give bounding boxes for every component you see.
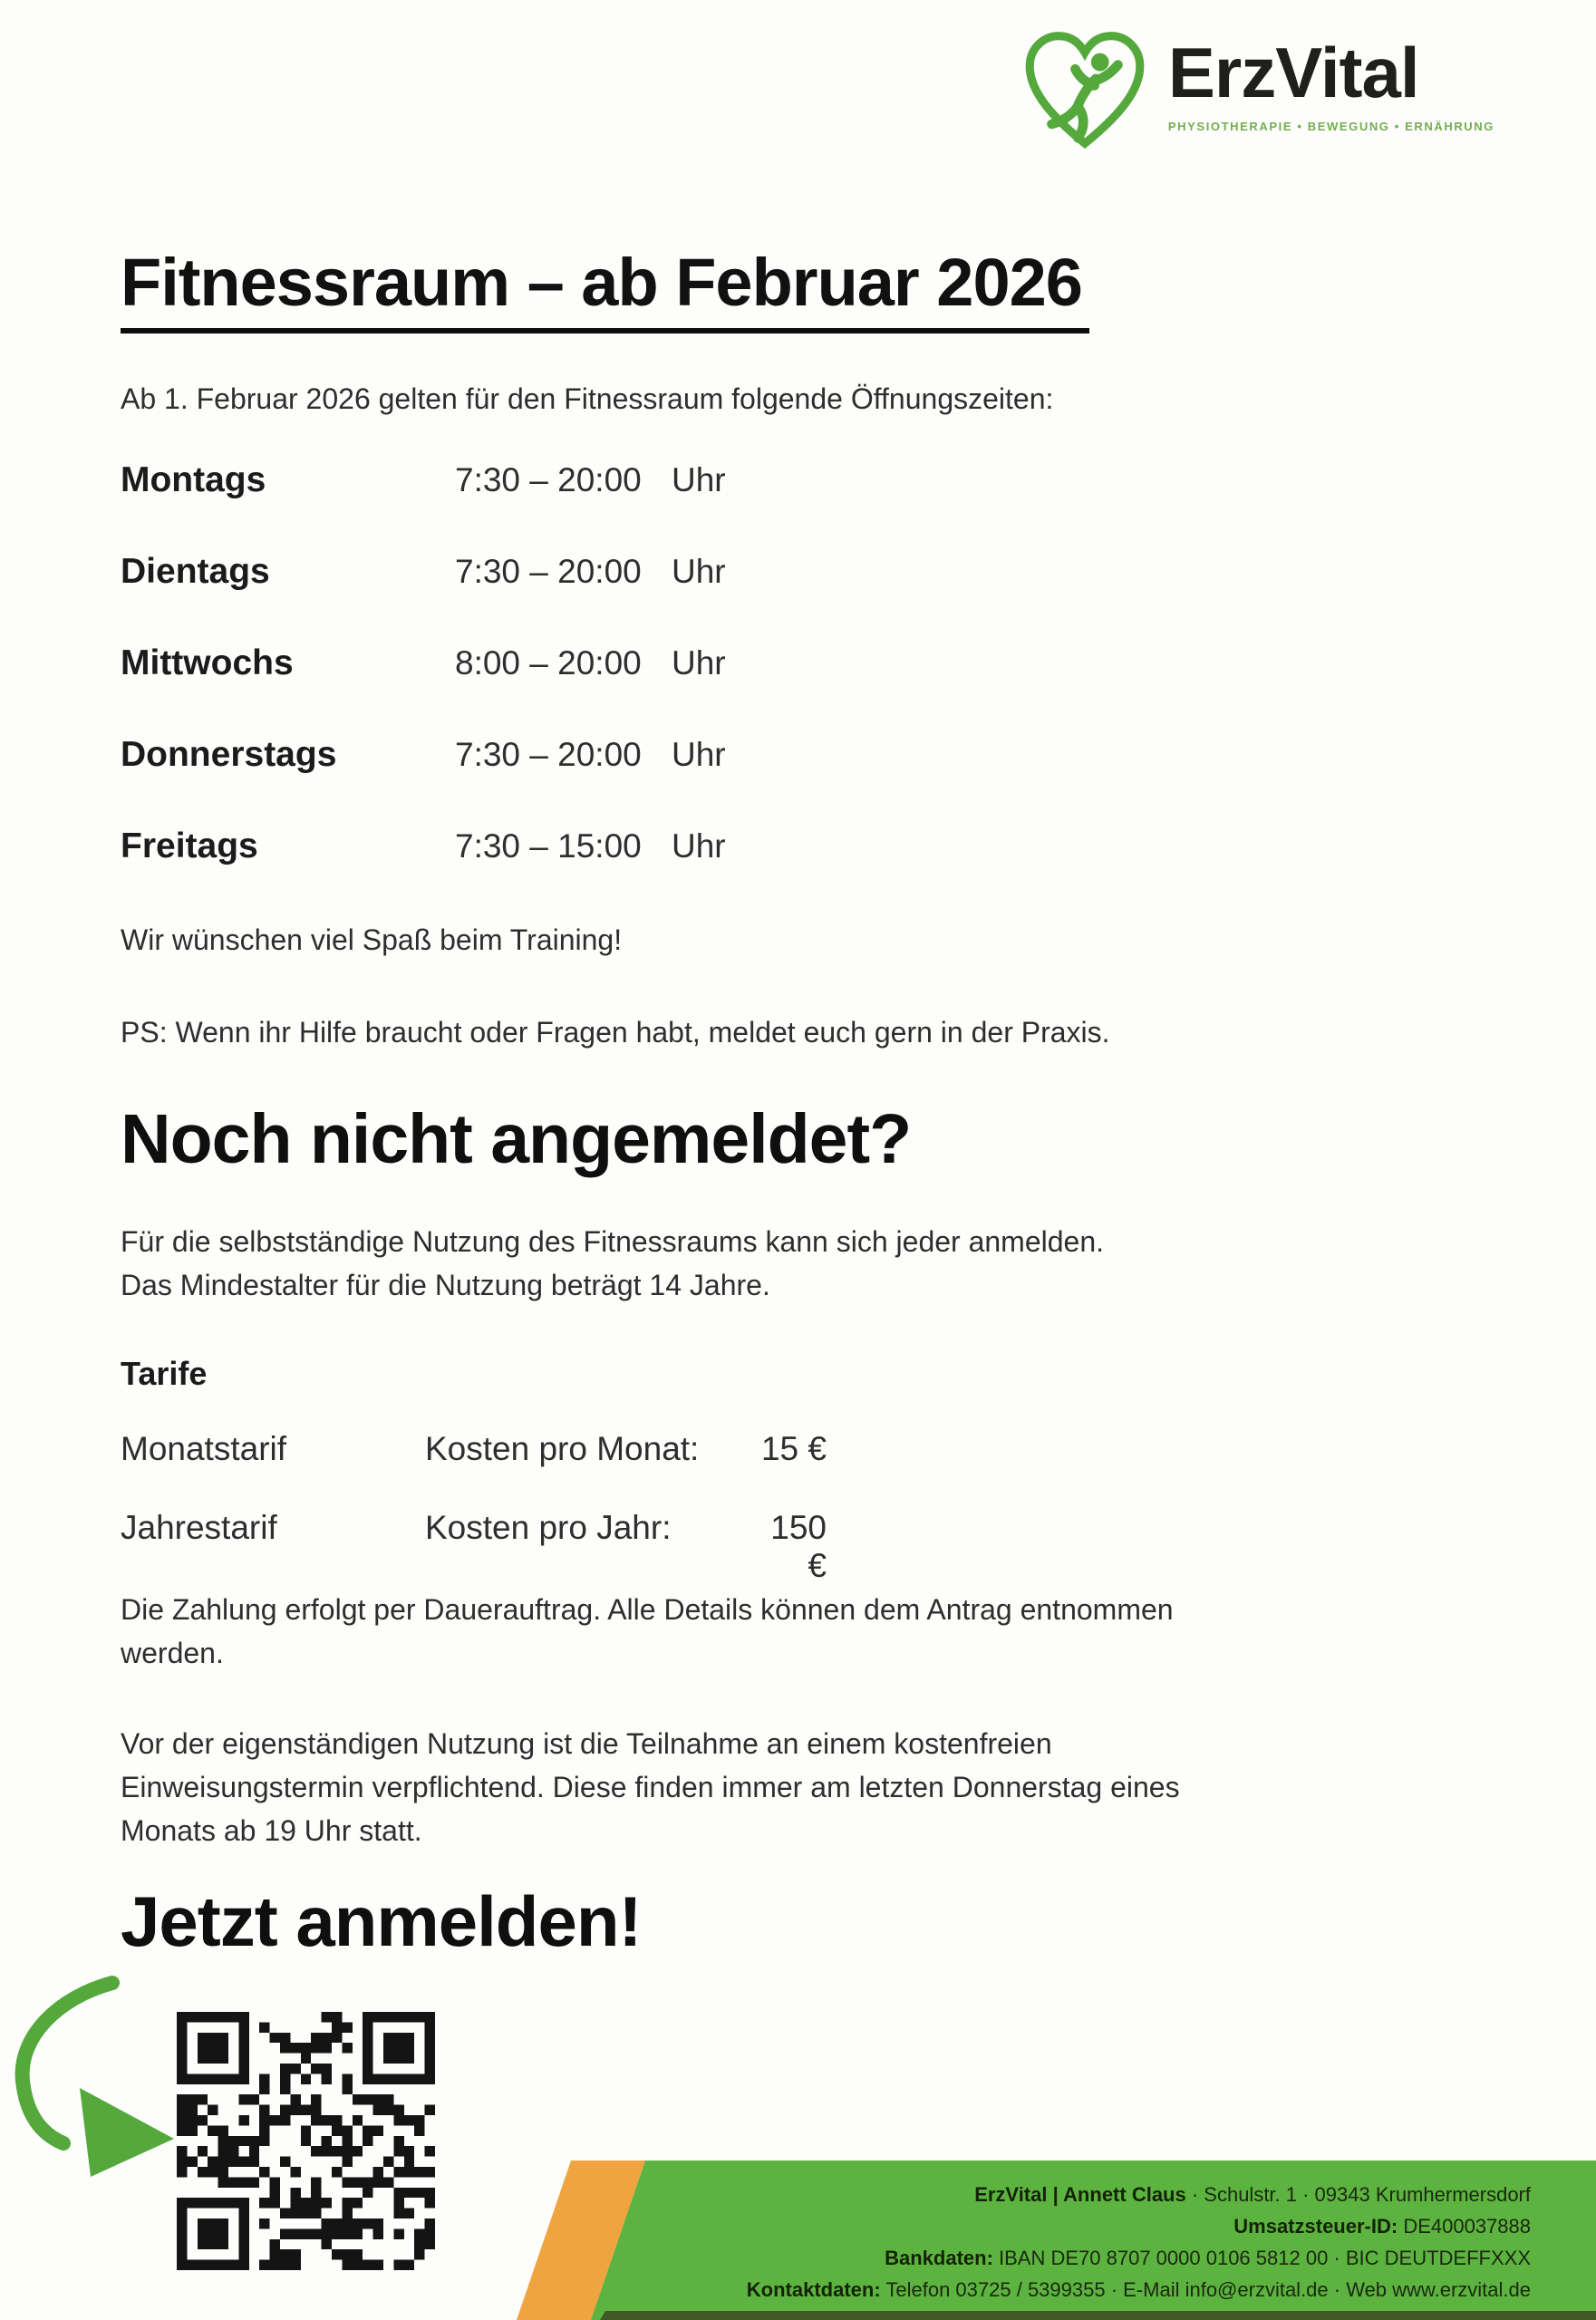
footer-bank-label: Bankdaten: bbox=[885, 2247, 993, 2269]
signup-paragraph bbox=[121, 1220, 1487, 1307]
footer-owner-value: · Schulstr. 1 · 09343 Krumhermersdorf bbox=[1185, 2183, 1531, 2206]
footer-contact-label: Kontaktdaten: bbox=[746, 2278, 881, 2301]
signup-line: Für die selbstständige Nutzung des Fitnessraums kann sich jeder anmelden. bbox=[121, 1224, 1105, 1258]
table-row bbox=[121, 552, 1487, 599]
footer-line-vat bbox=[747, 2210, 1531, 2242]
payment-line: werden. bbox=[121, 1636, 224, 1669]
footer-contact-block bbox=[747, 2179, 1531, 2306]
table-row bbox=[121, 1430, 1487, 1475]
induction-paragraph bbox=[121, 1722, 1487, 1852]
footer-line-address bbox=[747, 2179, 1531, 2210]
payment-line: Die Zahlung erfolgt per Dauerauftrag. Alle Details können dem Antrag entnommen bbox=[121, 1592, 1174, 1626]
table-row bbox=[121, 826, 1487, 874]
induction-line: Monats ab 19 Uhr statt. bbox=[121, 1813, 422, 1847]
time-range: 7:30 – 20:00 bbox=[455, 735, 642, 773]
time-range: 7:30 – 20:00 bbox=[455, 552, 642, 590]
tariff-price: 150 € bbox=[770, 1508, 827, 1584]
section-title-signup: Noch nicht angemeldet? bbox=[121, 1099, 912, 1178]
tarife-heading: Tarife bbox=[121, 1354, 208, 1392]
footer-line-bank bbox=[747, 2242, 1531, 2274]
payment-paragraph bbox=[121, 1588, 1487, 1675]
cta-heading: Jetzt anmelden! bbox=[121, 1880, 642, 1961]
time-unit: Uhr bbox=[672, 552, 726, 590]
brand-tagline: PHYSIOTHERAPIE • BEWEGUNG • ERNÄHRUNG bbox=[1167, 119, 1494, 133]
induction-line: Einweisungstermin verpflichtend. Diese finden immer am letzten Donnerstag eines bbox=[121, 1770, 1180, 1803]
induction-line: Vor der eigenständigen Nutzung ist die Teilnahme an einem kostenfreien bbox=[121, 1726, 1052, 1760]
page-title: Fitnessraum – ab Februar 2026 bbox=[121, 246, 1089, 334]
day-label: Mittwochs bbox=[121, 643, 294, 682]
day-label: Freitags bbox=[121, 826, 258, 865]
footer-line-contact bbox=[747, 2274, 1531, 2306]
table-row bbox=[121, 643, 1487, 691]
opening-hours-table bbox=[121, 460, 1487, 874]
time-range: 7:30 – 20:00 bbox=[455, 460, 642, 498]
time-unit: Uhr bbox=[672, 826, 726, 865]
wish-paragraph: Wir wünschen viel Spaß beim Training! bbox=[121, 923, 623, 956]
footer-owner-label: ErzVital | Annett Claus bbox=[974, 2183, 1186, 2206]
tariff-price: 15 € bbox=[760, 1429, 827, 1467]
tarife-table bbox=[121, 1429, 1487, 1584]
footer-vat-value: DE400037888 bbox=[1398, 2215, 1531, 2238]
time-unit: Uhr bbox=[672, 460, 726, 498]
footer-vat-label: Umsatzsteuer-ID: bbox=[1233, 2215, 1398, 2238]
table-row bbox=[121, 735, 1487, 782]
time-range: 7:30 – 15:00 bbox=[455, 826, 642, 865]
tariff-desc: Kosten pro Monat: bbox=[425, 1429, 700, 1467]
time-unit: Uhr bbox=[672, 735, 726, 773]
tariff-name: Monatstarif bbox=[121, 1429, 287, 1467]
tariff-name: Jahrestarif bbox=[121, 1508, 277, 1546]
brand-name: ErzVital bbox=[1167, 33, 1419, 112]
intro-paragraph: Ab 1. Februar 2026 gelten für den Fitnessraum folgende Öffnungszeiten: bbox=[121, 382, 1054, 415]
cta-arrow-icon bbox=[5, 1974, 187, 2182]
day-label: Donnerstags bbox=[121, 734, 337, 774]
table-row bbox=[121, 1508, 1487, 1584]
day-label: Dientags bbox=[121, 551, 270, 591]
table-row bbox=[121, 460, 1487, 508]
time-range: 8:00 – 20:00 bbox=[455, 643, 642, 682]
footer-bank-value: IBAN DE70 8707 0000 0106 5812 00 · BIC DEUTDEFFXXX bbox=[992, 2247, 1531, 2269]
tariff-desc: Kosten pro Jahr: bbox=[425, 1508, 672, 1546]
time-unit: Uhr bbox=[672, 643, 726, 682]
ps-paragraph: PS: Wenn ihr Hilfe braucht oder Fragen habt, meldet euch gern in der Praxis. bbox=[121, 1015, 1110, 1049]
footer-contact-value: Telefon 03725 / 5399355 · E-Mail info@erzvital.de · Web www.erzvital.de bbox=[880, 2278, 1531, 2301]
day-label: Montags bbox=[121, 459, 266, 499]
signup-line: Das Mindestalter für die Nutzung beträgt 14 Jahre. bbox=[121, 1268, 770, 1301]
